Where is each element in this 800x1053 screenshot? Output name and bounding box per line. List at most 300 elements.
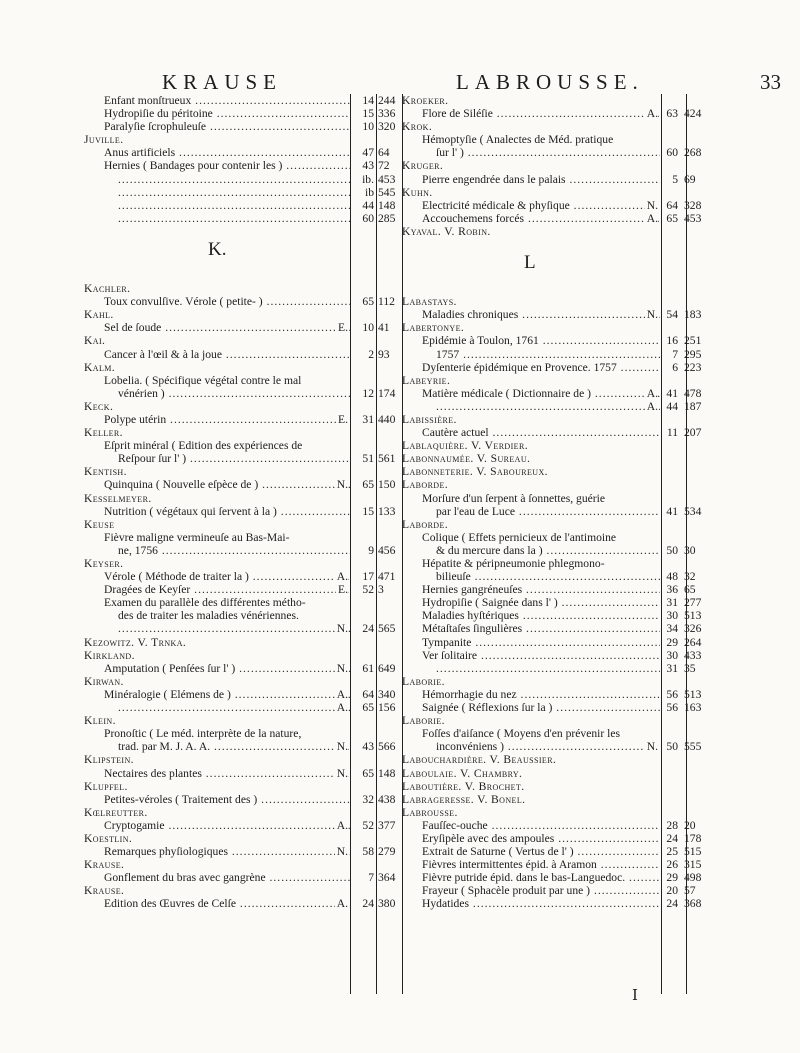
leader-dots xyxy=(266,871,350,884)
page-reference: 545 xyxy=(378,185,396,199)
index-entry xyxy=(402,212,704,225)
entry-title xyxy=(402,348,660,361)
entry-title-text: Sel de ſoude xyxy=(104,321,162,335)
volume-number: 50 xyxy=(666,543,678,557)
page-reference: 336 xyxy=(378,107,396,121)
page-reference: 148 xyxy=(378,198,396,212)
author-heading: Labouchardière. V. Beaussier. xyxy=(402,753,557,767)
volume-number: 25 xyxy=(666,845,678,859)
index-entry xyxy=(402,387,704,400)
author-heading: Klupfel. xyxy=(84,779,128,793)
index-entry xyxy=(402,348,704,361)
leader-dots xyxy=(165,387,350,400)
entry-title xyxy=(84,871,350,884)
index-entry xyxy=(84,94,402,107)
entry-title xyxy=(84,544,350,557)
entry-title xyxy=(84,348,350,361)
leader-dots xyxy=(488,819,660,832)
entry-title xyxy=(402,531,660,544)
entry-title-text: Vérole ( Méthode de traiter la ) xyxy=(104,570,249,584)
entry-title-text: Flore de Siléſie xyxy=(422,107,493,121)
author-heading: Kyaval. V. Robin. xyxy=(402,224,491,238)
volume-number: 56 xyxy=(666,701,678,715)
leader-dots xyxy=(118,622,350,635)
volume-number: 60 xyxy=(666,146,678,160)
index-entry xyxy=(84,199,402,212)
volume-number: 65 xyxy=(666,211,678,225)
volume-number: 9 xyxy=(368,543,374,557)
author-heading: Krause. xyxy=(84,858,125,872)
page-reference: 251 xyxy=(684,334,702,348)
page-reference: 440 xyxy=(378,412,396,426)
index-entry xyxy=(84,120,402,133)
page-reference: 133 xyxy=(378,504,396,518)
page-reference: 565 xyxy=(378,622,396,636)
volume-number: 7 xyxy=(368,871,374,885)
entry-title xyxy=(84,120,350,133)
volume-number: 34 xyxy=(666,622,678,636)
entry-title xyxy=(84,452,350,465)
entry-title xyxy=(402,492,660,505)
volume-number: 65 xyxy=(362,295,374,309)
volume-number: 31 xyxy=(362,412,374,426)
volume-number: 15 xyxy=(362,107,374,121)
index-entry xyxy=(402,622,704,635)
index-entry xyxy=(402,832,704,845)
leader-dots xyxy=(118,199,350,212)
leader-dots xyxy=(558,596,660,609)
volume-number: 26 xyxy=(666,858,678,872)
index-entry xyxy=(84,478,402,491)
entry-type-tag: E. xyxy=(338,321,348,335)
leader-dots xyxy=(202,767,350,780)
entry-title xyxy=(402,596,660,609)
index-entry xyxy=(402,649,704,662)
index-entry xyxy=(84,845,402,858)
index-entry xyxy=(402,858,704,871)
leader-dots xyxy=(118,701,350,714)
author-heading: Labissière. xyxy=(402,412,457,426)
author-heading: Kahl. xyxy=(84,308,114,322)
entry-title-text: Saignée ( Réflexions ſur la ) xyxy=(422,701,553,715)
entry-title xyxy=(402,858,660,871)
header-right-word: LABROUSSE. xyxy=(456,70,644,94)
volume-number: 65 xyxy=(362,766,374,780)
author-heading: Laboutière. V. Brochet. xyxy=(402,779,525,793)
entry-title xyxy=(402,146,660,159)
index-entry xyxy=(402,557,704,570)
volume-number: 6 xyxy=(672,360,678,374)
author-heading: Keller. xyxy=(84,426,123,440)
entry-title xyxy=(402,871,660,884)
entry-title-text: Lobelia. ( Spécifique végétal contre le mal xyxy=(104,373,302,387)
entry-title xyxy=(402,387,660,400)
index-entry xyxy=(84,531,402,544)
entry-title xyxy=(84,439,350,452)
entry-title-text: Ver ſolitaire xyxy=(422,648,478,662)
leader-dots xyxy=(222,348,350,361)
entry-title-text: inconvéniens ) xyxy=(436,740,504,754)
entry-title-text: Frayeur ( Sphacèle produit par une ) xyxy=(422,884,591,898)
index-entry xyxy=(402,361,704,374)
section-letter xyxy=(402,238,704,282)
leader-dots xyxy=(489,426,660,439)
volume-number: 31 xyxy=(666,596,678,610)
entry-title-text: Hydropiſie du péritoine xyxy=(104,107,213,121)
index-entry xyxy=(84,897,402,910)
index-entry xyxy=(84,146,402,159)
entry-title xyxy=(84,94,350,107)
volume-number: 24 xyxy=(362,622,374,636)
leader-dots xyxy=(165,819,350,832)
index-entry xyxy=(84,505,402,518)
page-reference: 515 xyxy=(684,845,702,859)
author-heading: Laborde. xyxy=(402,478,449,492)
author-heading: Labertonye. xyxy=(402,321,465,335)
page-reference: 156 xyxy=(378,701,396,715)
leader-dots xyxy=(175,146,350,159)
entry-title-text: Métaſtaſes ſingulières xyxy=(422,622,523,636)
entry-title xyxy=(84,622,350,635)
author-heading: Krok. xyxy=(402,120,433,134)
entry-title xyxy=(402,662,660,675)
entry-title xyxy=(84,701,350,714)
entry-title-text: Fauſſec-ouche xyxy=(422,818,488,832)
entry-title xyxy=(84,212,350,225)
entry-title-text: Fièvre putride épid. dans le bas-Languedoc. xyxy=(422,871,626,885)
entry-title-text: Tympanite xyxy=(422,635,472,649)
leader-dots xyxy=(539,334,660,347)
running-header xyxy=(88,70,781,96)
entry-title-text: vénérien ) xyxy=(118,386,165,400)
index-entry xyxy=(84,793,402,806)
index-entry xyxy=(84,596,402,609)
leader-dots xyxy=(277,505,350,518)
page-reference: 112 xyxy=(378,295,395,309)
page-reference: 320 xyxy=(378,120,396,134)
entry-title xyxy=(402,361,660,374)
author-heading: Keck. xyxy=(84,399,114,413)
author-heading: Laborde. xyxy=(402,517,449,531)
index-entry xyxy=(84,544,402,557)
volume-number: 2 xyxy=(368,347,374,361)
entry-title-text: Examen du parallèle des différentes métho- xyxy=(104,596,306,610)
leader-dots xyxy=(263,295,350,308)
author-heading: Kirwan. xyxy=(84,674,124,688)
index-entry xyxy=(402,583,704,596)
entry-title xyxy=(402,544,660,557)
volume-number: 12 xyxy=(362,386,374,400)
entry-title-text: bilieuſe xyxy=(436,570,471,584)
entry-title-text: Dragées de Keyſer xyxy=(104,583,191,597)
index-entry xyxy=(402,570,704,583)
leader-dots xyxy=(471,636,660,649)
entry-title xyxy=(402,199,660,212)
entry-title-text: Cautère actuel xyxy=(422,426,489,440)
volume-number: 56 xyxy=(666,687,678,701)
index-entry xyxy=(402,133,704,146)
entry-type-tag: A. xyxy=(336,897,348,911)
index-entry xyxy=(84,439,402,452)
volume-number: 36 xyxy=(666,583,678,597)
entry-title-text: Eryſipèle avec des ampoules xyxy=(422,831,555,845)
leader-dots xyxy=(517,688,660,701)
page-reference: 163 xyxy=(684,701,702,715)
leader-dots xyxy=(190,583,350,596)
page-reference: 35 xyxy=(684,661,696,675)
leader-dots xyxy=(518,308,660,321)
page-reference: 183 xyxy=(684,308,702,322)
index-entry xyxy=(402,871,704,884)
header-left-word: KRAUSE xyxy=(162,70,283,94)
entry-title xyxy=(84,387,350,400)
index-entry xyxy=(402,884,704,897)
entry-title xyxy=(84,727,350,740)
entry-title-text: Maladies hyſtériques xyxy=(422,609,519,623)
volume-number: 16 xyxy=(666,334,678,348)
author-heading: Laboulaie. V. Chambry. xyxy=(402,766,523,780)
entry-title xyxy=(402,649,660,662)
index-entry xyxy=(84,583,402,596)
entry-title-text: ne, 1756 xyxy=(118,543,158,557)
entry-title-text: par l'eau de Luce xyxy=(436,504,516,518)
leader-dots xyxy=(590,884,660,897)
volume-number: 5 xyxy=(672,172,678,186)
leader-dots xyxy=(436,662,660,675)
leader-dots xyxy=(524,212,660,225)
index-entry xyxy=(84,348,402,361)
index-entry xyxy=(84,387,402,400)
entry-title xyxy=(402,308,660,321)
page-reference: 456 xyxy=(378,543,396,557)
entry-title-text: Accouchemens forcés xyxy=(422,211,525,225)
entry-title-text: Foſſes d'aiſance ( Moyens d'en prévenir les xyxy=(422,727,620,741)
entry-title-text: Electricité médicale & phyſique xyxy=(422,198,570,212)
section-letter-text: K. xyxy=(208,238,227,260)
volume-number: 31 xyxy=(666,661,678,675)
author-heading: Koestlin. xyxy=(84,831,133,845)
volume-number: 50 xyxy=(666,740,678,754)
index-entry xyxy=(402,819,704,832)
page-reference: 285 xyxy=(378,211,396,225)
author-heading: Kroeker. xyxy=(402,94,449,107)
volume-number: 43 xyxy=(362,159,374,173)
volume-number: ib. xyxy=(362,172,374,186)
entry-title xyxy=(84,583,350,596)
entry-title-text: Toux convulſive. Vérole ( petite- ) xyxy=(104,295,263,309)
index-entry xyxy=(84,740,402,753)
page-reference: 328 xyxy=(684,198,702,212)
leader-dots xyxy=(574,845,660,858)
entry-title-text: & du mercure dans la ) xyxy=(436,543,543,557)
entry-title-text: 1757 xyxy=(436,347,460,361)
entry-title-text: Fièvre maligne vermineuſe au Bas-Mai- xyxy=(104,530,290,544)
spacer xyxy=(84,269,402,282)
page-reference: 93 xyxy=(378,347,390,361)
page-reference: 32 xyxy=(684,570,696,584)
page-reference: 649 xyxy=(378,661,396,675)
author-heading: Kai. xyxy=(84,334,106,348)
leader-dots xyxy=(459,348,660,361)
entry-title-text: Paralyſie ſcrophuleuſe xyxy=(104,120,207,134)
entry-title xyxy=(84,570,350,583)
entry-title xyxy=(402,688,660,701)
leader-dots xyxy=(469,897,660,910)
volume-number: 24 xyxy=(666,897,678,911)
leader-dots xyxy=(477,649,660,662)
volume-number: ib xyxy=(364,185,374,199)
volume-number: 29 xyxy=(666,635,678,649)
leader-dots xyxy=(617,361,660,374)
index-entry xyxy=(402,334,704,347)
entry-title-text: Gonflement du bras avec gangrène xyxy=(104,871,266,885)
page-reference: 513 xyxy=(684,609,702,623)
entry-title-text: Reſpour ſur l' ) xyxy=(118,452,187,466)
leader-dots xyxy=(118,173,350,186)
entry-type-tag: A. xyxy=(336,701,348,715)
entry-title-text: Edition des Œuvres de Celſe xyxy=(104,897,237,911)
page-reference: 380 xyxy=(378,897,396,911)
entry-type-tag: E. xyxy=(338,412,348,426)
author-heading: Laborie. xyxy=(402,714,445,728)
entry-title xyxy=(402,845,660,858)
index-entry xyxy=(84,622,402,635)
author-heading: Krause. xyxy=(84,884,125,898)
leader-dots xyxy=(228,845,350,858)
section-letter-text: L xyxy=(524,252,536,274)
author-heading: Labonnaumée. V. Sureau. xyxy=(402,452,531,466)
volume-number: 52 xyxy=(362,818,374,832)
entry-title xyxy=(402,107,660,120)
entry-title xyxy=(84,819,350,832)
entry-type-tag: N. xyxy=(336,622,348,636)
spacer xyxy=(402,282,704,295)
page-reference: 561 xyxy=(378,452,396,466)
volume-number: 44 xyxy=(362,198,374,212)
volume-number: 14 xyxy=(362,94,374,107)
right-column xyxy=(402,94,704,911)
leader-dots xyxy=(566,173,660,186)
entry-title-text: Colique ( Effets pernicieux de l'antimoine xyxy=(422,530,617,544)
entry-title-text: Dyſenterie épidémique en Provence. 1757 xyxy=(422,360,617,374)
index-entry xyxy=(84,662,402,675)
page-reference: 295 xyxy=(684,347,702,361)
page-reference: 326 xyxy=(684,622,702,636)
volume-number: 60 xyxy=(362,211,374,225)
entry-title xyxy=(402,701,660,714)
volume-number: 58 xyxy=(362,845,374,859)
index-entry xyxy=(402,845,704,858)
leader-dots xyxy=(597,858,660,871)
entry-title xyxy=(84,107,350,120)
entry-title xyxy=(84,531,350,544)
entry-title xyxy=(402,897,660,910)
entry-type-tag: N. xyxy=(646,740,658,754)
page-reference: 377 xyxy=(378,818,396,832)
entry-title xyxy=(402,133,660,146)
leader-dots xyxy=(210,740,350,753)
index-entry xyxy=(84,295,402,308)
leader-dots xyxy=(471,570,660,583)
entry-type-tag: A. xyxy=(646,211,658,225)
page-reference: 368 xyxy=(684,897,702,911)
entry-title xyxy=(402,727,660,740)
page-reference: 555 xyxy=(684,740,702,754)
entry-title-text: Cryptogamie xyxy=(104,818,165,832)
entry-title-text: Nutrition ( végétaux qui ſervent à la ) xyxy=(104,504,277,518)
entry-title xyxy=(84,793,350,806)
index-entry xyxy=(402,662,704,675)
entry-title-text: des de traiter les maladies vénériennes. xyxy=(118,609,299,623)
volume-number: 65 xyxy=(362,701,374,715)
page-reference: 438 xyxy=(378,792,396,806)
leader-dots xyxy=(235,662,350,675)
author-heading: Kuhn. xyxy=(402,185,433,199)
entry-title-text: Matière médicale ( Dictionnaire de ) xyxy=(422,386,591,400)
volume-number: 48 xyxy=(666,570,678,584)
index-entry xyxy=(402,701,704,714)
index-entry xyxy=(84,186,402,199)
volume-number: 43 xyxy=(362,740,374,754)
page-reference: 478 xyxy=(684,386,702,400)
volume-number: 47 xyxy=(362,146,374,160)
entry-type-tag: E. xyxy=(338,583,348,597)
index-entry xyxy=(84,107,402,120)
page-reference: 513 xyxy=(684,687,702,701)
index-entry xyxy=(84,374,402,387)
page-reference: 65 xyxy=(684,583,696,597)
page-reference: 69 xyxy=(684,172,696,186)
page-reference: 30 xyxy=(684,543,696,557)
entry-title xyxy=(84,767,350,780)
index-entry xyxy=(402,505,704,518)
index-entry xyxy=(402,426,704,439)
volume-number: 10 xyxy=(362,120,374,134)
index-entry xyxy=(402,199,704,212)
leader-dots xyxy=(543,544,660,557)
entry-title xyxy=(402,583,660,596)
entry-title xyxy=(402,832,660,845)
page-reference: 566 xyxy=(378,740,396,754)
page-number: 33 xyxy=(760,70,781,94)
page-reference: 57 xyxy=(684,884,696,898)
volume-number: 7 xyxy=(672,347,678,361)
volume-number: 30 xyxy=(666,648,678,662)
entry-type-tag: A. xyxy=(336,818,348,832)
index-entry xyxy=(84,701,402,714)
entry-title xyxy=(402,426,660,439)
entry-type-tag: A. xyxy=(646,107,658,121)
entry-title xyxy=(402,212,660,225)
entry-title xyxy=(402,740,660,753)
entry-title-text: Extrait de Saturne ( Vertus de l' ) xyxy=(422,845,574,859)
index-entry xyxy=(84,871,402,884)
author-heading: Klein. xyxy=(84,714,116,728)
entry-type-tag: N. xyxy=(336,845,348,859)
entry-title-text: Hernies gangréneuſes xyxy=(422,583,523,597)
page-reference: 364 xyxy=(378,871,396,885)
entry-type-tag: N. xyxy=(336,740,348,754)
entry-title-text: Remarques phyſiologiques xyxy=(104,845,228,859)
index-entry xyxy=(84,727,402,740)
page-reference: 244 xyxy=(378,94,396,107)
entry-title xyxy=(402,173,660,186)
author-heading: Kezowitz. V. Trnka. xyxy=(84,635,187,649)
entry-title-text: Fièvres intermittentes épid. à Aramon xyxy=(422,858,597,872)
page-reference: 207 xyxy=(684,426,702,440)
volume-number: 41 xyxy=(666,504,678,518)
entry-title-text: Nectaires des plantes xyxy=(104,766,202,780)
